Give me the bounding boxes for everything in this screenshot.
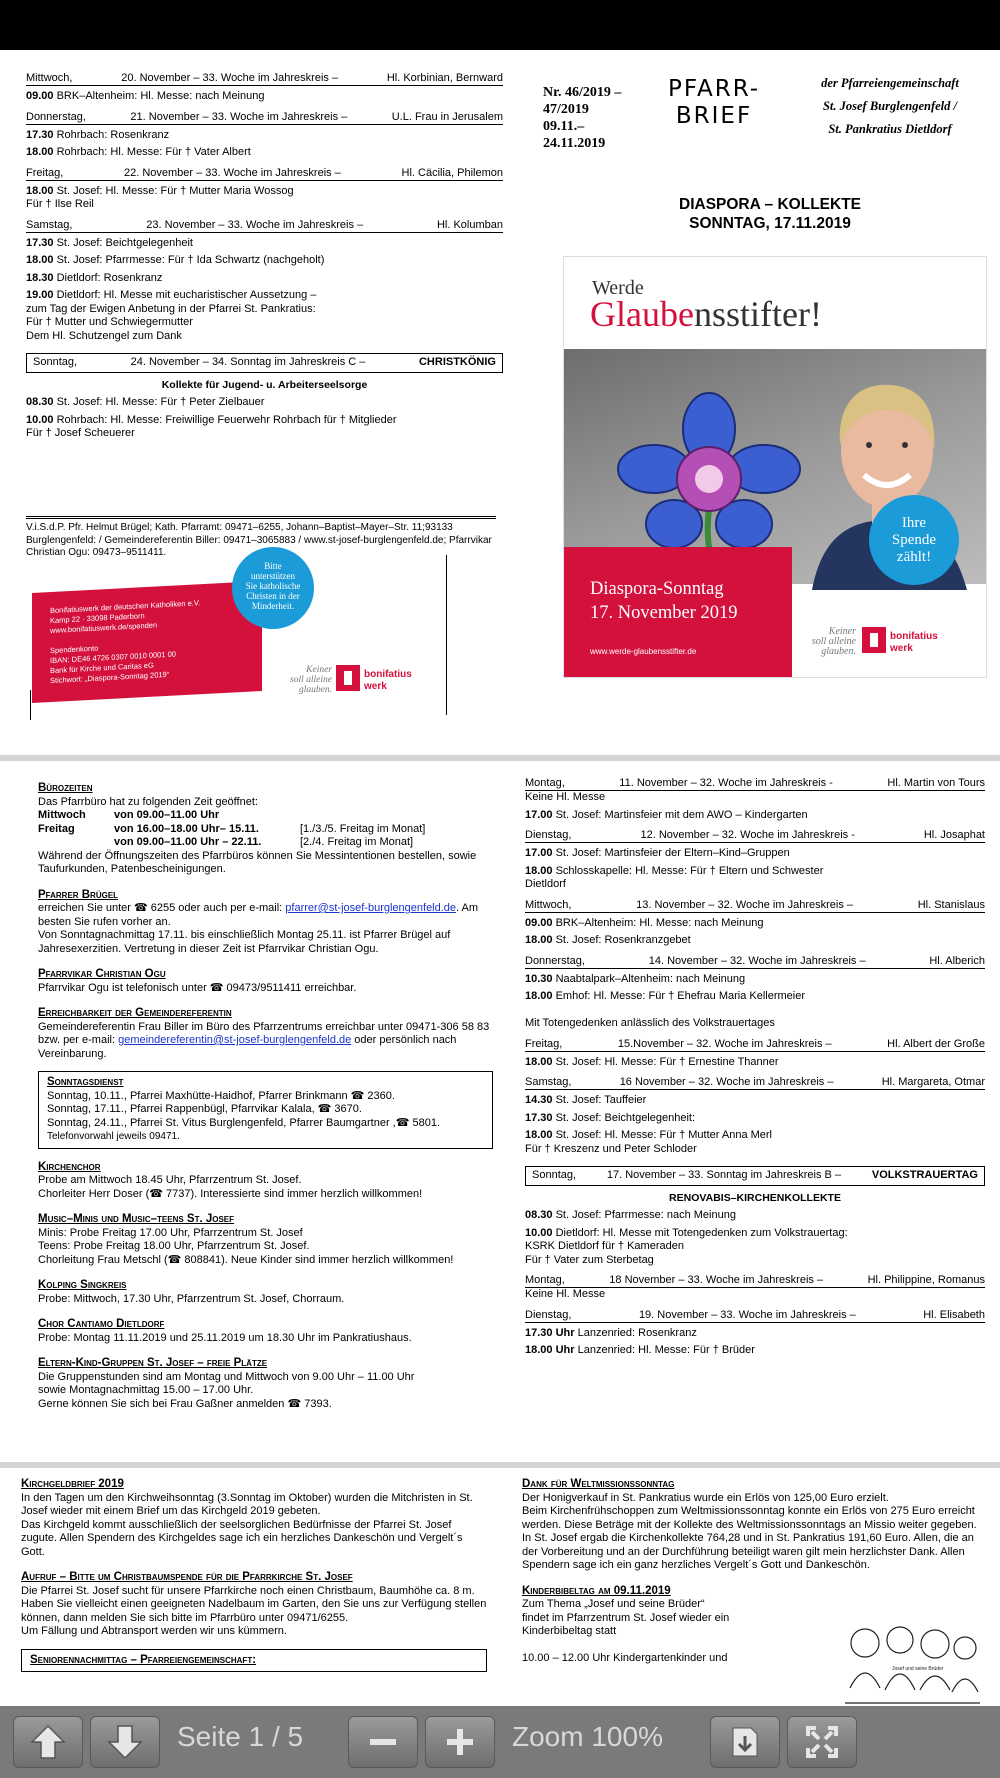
event-text: Lanzenried: Hl. Messe: Für † Brüder — [577, 1344, 755, 1356]
day-date: 20. November – 33. Woche im Jahreskreis – — [121, 72, 339, 84]
double-rule — [26, 516, 496, 519]
event-line — [525, 1112, 985, 1126]
event-line — [26, 90, 503, 104]
sonntagsdienst-line: Sonntag, 10.11., Pfarrei Maxhütte-Haidhof, Pfarrer Brinkmann ☎ 2360. — [47, 1089, 395, 1102]
parish-community-name: der Pfarreiengemeinschaft St. Josef Burglengenfeld / St. Pankratius Dietldorf — [821, 76, 959, 136]
day-saint: Hl. Stanislaus — [917, 898, 985, 911]
event-time: 17.00 — [525, 847, 553, 859]
section-text: Probe am Mittwoch 18.45 Uhr, Pfarrzentrum St. Josef. Chorleiter Herr Doser (☎ 7737). Interessierte sind immer herzlich willkommen! — [38, 1174, 423, 1200]
day-day: Donnerstag, — [26, 110, 86, 123]
section-heading: Aufruf – Bitte um Christbaumspende für die Pfarrkirche St. Josef — [21, 1571, 353, 1583]
event-line — [26, 254, 503, 268]
day-saint: Hl. Josaphat — [923, 829, 985, 841]
info-column-left — [21, 1478, 487, 1672]
section-heading: Eltern-Kind-Gruppen St. Josef – freie Plätze — [38, 1357, 268, 1369]
event-line — [525, 934, 985, 948]
section-heading: Pfarrer Brügel — [38, 888, 119, 901]
event-line — [26, 146, 503, 160]
download-icon — [727, 1724, 763, 1760]
diaspora-collection-heading: DIASPORA – KOLLEKTE SONNTAG, 17.11.2019 — [679, 196, 861, 232]
day-date: 18 November – 33. Woche im Jahreskreis – — [609, 1274, 824, 1286]
email-tail: . Am besten Sie rufen vorher an. — [38, 902, 479, 928]
day-header — [525, 899, 985, 913]
event-line — [26, 237, 503, 251]
event-time: 18.00 — [525, 864, 553, 877]
day-date: 15.November – 32. Woche im Jahreskreis – — [617, 1037, 832, 1050]
event-time: 14.30 — [525, 1094, 553, 1106]
event-text: Dietldorf: Rosenkranz — [56, 271, 163, 284]
email-tail: oder persönlich nach Vereinbarung. — [38, 1034, 457, 1060]
section-text: Gemeindereferentin Frau Biller im Büro des Pfarrzentrums erreichbar unter 09471-306 58 83 bzw. per e-mail: gemeindereferentin@st-josef-burglengenfeld.de oder persönlich nach Vereinbarung. — [38, 1020, 490, 1060]
event-text: Rohrbach: Hl. Messe: Für † Vater Albert — [56, 146, 251, 158]
spendenkonto-card — [32, 547, 450, 720]
day-saint: Hl. Elisabeth — [923, 1308, 985, 1321]
poster-spende-bubble: Ihre Spende zählt! — [869, 495, 959, 585]
section-heading: Kirchgeldbrief 2019 — [21, 1478, 124, 1490]
day-header — [26, 111, 503, 125]
office-hours-row — [38, 823, 493, 837]
event-text: BRK–Altenheim: Hl. Messe: nach Meinung — [56, 90, 265, 102]
svg-text:Josef und seine Brüder: Josef und seine Brüder — [892, 1666, 944, 1672]
day-day: Mittwoch, — [525, 898, 572, 911]
office-hours-row — [38, 809, 493, 823]
section-text: In den Tagen um den Kirchweihsonntag (3.Sonntag im Oktober) wurden die Mitchristen in St. Josef wieder mit einem Brief um das Kirchgeld 2019 gebeten. Das Kirchgeld kommt ausschließlich der seelsorglichen Bedürfnisse der Pfarrei St. Josef zugute. Allen Spendern des Kirchgeldes sage ich ein herzliches Dankeschön und Vergelt´s Gott. — [21, 1491, 473, 1558]
event-line — [525, 1209, 985, 1223]
hours-day: Mittwoch — [38, 809, 86, 821]
event-time: 19.00 — [26, 289, 54, 301]
event-time: 10.00 — [26, 413, 54, 426]
section-heading: Kirchenchor — [38, 1160, 101, 1173]
event-time: 17.30 — [525, 1111, 553, 1124]
event-time: 17.00 — [525, 808, 553, 821]
event-text: St. Josef: Pfarrmesse: Für † Ida Schwartz (nachgeholt) — [56, 254, 325, 266]
event-text: St. Josef: Martinsfeier mit dem AWO – Kindergarten — [555, 808, 808, 821]
hours-note: [2./4. Freitag im Monat] — [300, 836, 414, 848]
svg-text:werk: werk — [890, 643, 913, 654]
day-day: Samstag, — [26, 218, 73, 231]
poster-date-text: Diaspora-Sonntag 17. November 2019 — [590, 579, 738, 623]
section-text: Während der Öffnungszeiten des Pfarrbüros können Sie Messintentionen bestellen, sowie Taufurkunden, Patenbescheinigungen. — [38, 849, 477, 875]
sunday-day: Sonntag, — [33, 356, 78, 368]
section-text: Zum Thema „Josef und seine Brüder“ findet im Pfarrzentrum St. Josef wieder ein Kinderbibeltag statt 10.00 – 12.00 Uhr Kindergartenkinder und — [522, 1598, 730, 1664]
sunday-collection: Kollekte für Jugend- u. Arbeiterseelsorge — [161, 378, 368, 391]
day-header — [26, 219, 503, 233]
minus-icon — [366, 1725, 400, 1759]
event-line — [525, 973, 985, 987]
sonntagsdienst-line: Sonntag, 17.11., Pfarrei Rappenbügl, Pfarrvikar Kalala, ☎ 3670. — [47, 1103, 362, 1115]
event-line — [26, 185, 503, 212]
day-header — [26, 72, 503, 86]
event-time: 08.30 — [26, 396, 54, 408]
section-text: Probe: Mittwoch, 17.30 Uhr, Pfarrzentrum St. Josef, Chorraum. — [38, 1292, 345, 1305]
event-line — [525, 847, 985, 861]
event-line — [26, 272, 503, 286]
arrow-up-icon — [28, 1722, 68, 1762]
plus-icon — [443, 1725, 477, 1759]
event-time: 18.00 — [525, 990, 553, 1002]
sunday-collection: RENOVABIS–KIRCHENKOLLEKTE — [669, 1191, 841, 1204]
day-saint: Hl. Alberich — [929, 954, 985, 967]
event-text: St. Josef: Rosenkranzgebet — [555, 934, 691, 946]
section-heading: Kinderbibeltag am 09.11.2019 — [522, 1584, 671, 1597]
day-date: 23. November – 33. Woche im Jahreskreis – — [146, 218, 364, 231]
day-header — [525, 955, 985, 969]
day-saint: Hl. Margareta, Otmar — [881, 1076, 985, 1088]
day-header — [525, 1076, 985, 1090]
day-header — [525, 829, 985, 843]
day-saint: U.L. Frau in Jerusalem — [391, 110, 503, 123]
hours-day: Freitag — [38, 822, 75, 835]
event-line — [26, 289, 503, 343]
previous-page-button[interactable] — [13, 1716, 83, 1768]
section-heading: Pfarrvikar Christian Ogu — [38, 968, 166, 980]
schedule-column-left — [26, 72, 503, 441]
svg-text:bonifatius: bonifatius — [890, 631, 938, 642]
section-text: Der Honigverkauf in St. Pankratius wurde ein Erlös von 125,00 Euro erzielt. Beim Kirchenfrühschoppen zum Weltmissionssonntag konnte ein Erlös von 275 Euro erreicht werden. Diese Beträge mit der Kollekte des Weltmissionssonntags an Missio weiter gegeben. In St. Josef ergab die Kirchenkollekte 764,28 und in St. Pankratius 191,60 Euro. Allen, die an der Vorbereitung und an der Durchführung beteiligt waren gilt mein herzlichster Dank. Allen Spendern sage ich ein ganz herzliches Vergelt´s Gott und Dankeschön. — [522, 1491, 977, 1571]
event-time: 10.00 — [525, 1226, 553, 1239]
event-text: St. Josef: Hl. Messe: Für † Peter Zielbauer — [56, 396, 265, 408]
zoom-in-button[interactable] — [425, 1716, 495, 1768]
page-indicator: Seite 1 / 5 — [177, 1721, 304, 1752]
spendenkonto-text: Bonifatiuswerk der deutschen Katholiken e.V. Kamp 22 · 33098 Paderborn www.bonifatiuswerk.de/spenden Spendenkonto IBAN: DE46 4726 0307 0010 0001 00 Bank für Kirche und Caritas eG Stichwort: „Diaspora-Sonntag 2019“ — [32, 581, 262, 703]
day-saint: Hl. Philippine, Romanus — [867, 1274, 985, 1286]
arrow-down-icon — [105, 1722, 145, 1762]
sunday-header — [525, 1166, 985, 1186]
event-text: St. Josef: Beichtgelegenheit: — [555, 1111, 696, 1124]
section-text: Pfarrvikar Ogu ist telefonisch unter ☎ 09473/9511411 erreichbar. — [38, 981, 357, 994]
day-header — [26, 167, 503, 181]
day-day: Dienstag, — [525, 829, 572, 841]
senioren-heading: Seniorennachmittag – Pfarreiengemeinschaft: — [30, 1653, 257, 1666]
section-text: Die Gruppenstunden sind am Montag und Mittwoch von 9.00 Uhr – 11.00 Uhr sowie Montagnachmittag 15.00 – 17.00 Uhr. Gerne können Sie sich bei Frau Gaßner anmelden ☎ 7393. — [38, 1370, 415, 1410]
no-mass-note: Keine Hl. Messe — [525, 791, 606, 803]
section-heading: Erreichbarkeit der Gemeindereferentin — [38, 1007, 232, 1019]
section-heading: Chor Cantiamo Dietldorf — [38, 1318, 165, 1330]
day-saint: Hl. Cäcilia, Philemon — [401, 166, 503, 179]
event-line — [525, 1227, 985, 1268]
event-time: 18.00 — [525, 934, 553, 946]
card-slogan: Keiner soll alleine glauben. — [290, 665, 332, 695]
day-header — [525, 1274, 985, 1288]
day-date: 11. November – 32. Woche im Jahreskreis - — [619, 777, 833, 789]
event-text: St. Josef: Martinsfeier der Eltern–Kind–Gruppen — [555, 847, 790, 859]
hours-note: [1./3./5. Freitag im Monat] — [300, 822, 426, 835]
svg-text:werk: werk — [364, 681, 387, 692]
day-saint: Hl. Martin von Tours — [887, 777, 985, 789]
imprint-text: V.i.S.d.P. Pfr. Helmut Brügel; Kath. Pfarramt: 09471–6255, Johann–Baptist–Mayer–Str. 11;93133 Burglengenfeld: / Gemeindereferentin Biller: 09471–3065883 / www.st-josef-burglengenfeld.de; Pfarrvikar Christian Ogu: 09473–9511411. — [26, 522, 492, 558]
event-line — [525, 1344, 985, 1358]
section-heading: Bürozeiten — [38, 782, 93, 794]
divider — [30, 690, 31, 720]
event-time: 18.00 — [26, 184, 54, 197]
day-date: 14. November – 32. Woche im Jahreskreis – — [648, 954, 866, 967]
event-text: St. Josef: Hl. Messe: Für † Mutter Maria Wossog Für † Ilse Reil — [26, 184, 294, 210]
day-day: Montag, — [525, 777, 565, 789]
event-time: 17.30 — [26, 128, 54, 141]
section-text: Probe: Montag 11.11.2019 und 25.11.2019 um 18.30 Uhr im Pankratiushaus. — [38, 1331, 412, 1344]
event-time: 10.30 — [525, 972, 553, 985]
event-line — [525, 1327, 985, 1341]
event-time: 18.00 Uhr — [525, 1344, 575, 1356]
event-line — [26, 414, 503, 441]
gemeindereferentin-email-link[interactable]: gemeindereferentin@st-josef-burglengenfeld.de — [118, 1034, 352, 1046]
info-column-left — [38, 782, 493, 1411]
event-text: Rohrbach: Hl. Messe: Freiwillige Feuerwehr Rohrbach für † Mitglieder Für † Josef Scheuerer — [26, 413, 397, 439]
section-text: Von Sonntagnachmittag 17.11. bis einschließlich Montag 25.11. ist Pfarrer Brügel auf Jahresexerzitien. Vertretung in dieser Zeit ist Pfarrvikar Christian Ogu. — [38, 929, 451, 955]
day-date: 19. November – 33. Woche im Jahreskreis – — [638, 1308, 856, 1321]
pdf-viewer-toolbar — [0, 1706, 1000, 1778]
zoom-indicator: Zoom 100% — [512, 1721, 663, 1752]
event-time: 18.00 — [26, 146, 54, 158]
hours-time: von 16.00–18.00 Uhr– 15.11. — [114, 822, 259, 835]
sonntagsdienst-heading: Sonntagsdienst — [47, 1076, 124, 1088]
day-day: Montag, — [525, 1274, 565, 1286]
sonntagsdienst-footnote: Telefonvorwahl jeweils 09471. — [47, 1131, 180, 1142]
event-text: St. Josef: Tauffeier — [555, 1094, 647, 1106]
day-date: 22. November – 33. Woche im Jahreskreis – — [123, 166, 341, 179]
event-text: St. Josef: Hl. Messe: Für † Ernestine Thanner — [555, 1055, 779, 1068]
sunday-date: 24. November – 34. Sonntag im Jahreskreis C – — [130, 356, 366, 368]
hours-time: von 09.00–11.00 Uhr – 22.11. — [114, 836, 262, 848]
bonifatiuswerk-logo — [336, 663, 446, 693]
event-line — [525, 809, 985, 823]
poster-headline: Glaubensstifter! — [590, 294, 822, 334]
event-line — [525, 865, 985, 892]
document-page-2 — [0, 762, 1000, 1462]
issue-number: Nr. 46/2019 – 47/2019 09.11.– 24.11.2019 — [543, 85, 622, 151]
poster-red-panel — [564, 547, 792, 678]
day-day: Samstag, — [525, 1076, 572, 1088]
day-header — [525, 777, 985, 791]
section-text: Minis: Probe Freitag 17.00 Uhr, Pfarrzentrum St. Josef Teens: Probe Freitag 18.00 Uhr, Pfarrzentrum St. Josef. Chorleitung Frau Metschl (☎ 808841). Neue Kinder sind immer herzlich willkommen! — [38, 1226, 454, 1266]
event-line — [525, 917, 985, 931]
section-text: Die Pfarrei St. Josef sucht für unsere Pfarrkirche noch einen Christbaum, Baumhöhe ca. 8 m. Haben Sie vielleicht einen geeigneten Nadelbaum im Garten, den Sie uns zur Verfügung stellen können, dann melden Sie sich bitte im Pfarrbüro unter 09471/6255. Um Fällung und Abtransport werden wir uns kümmern. — [21, 1584, 487, 1637]
event-time: 18.00 — [525, 1055, 553, 1068]
sunday-feast: CHRISTKÖNIG — [418, 356, 496, 368]
hours-day — [38, 836, 114, 850]
event-time: 18.00 — [525, 1129, 553, 1141]
event-line — [525, 1094, 985, 1108]
no-mass-note: Keine Hl. Messe — [525, 1288, 606, 1300]
day-date: 21. November – 33. Woche im Jahreskreis – — [130, 110, 348, 123]
sonntagsdienst-line: Sonntag, 24.11., Pfarrei St. Vitus Burglengenfeld, Pfarrer Baumgartner ,☎ 5801. — [47, 1116, 441, 1129]
top-black-bar — [0, 0, 1000, 50]
office-hours-row — [38, 836, 493, 850]
josef-brothers-sketch — [840, 1618, 985, 1708]
event-time: 08.30 — [525, 1209, 553, 1221]
event-time: 18.00 — [26, 254, 54, 266]
event-time: 17.30 Uhr — [525, 1326, 575, 1339]
section-heading: Music–Minis und Music–teens St. Josef — [38, 1213, 235, 1225]
event-line — [26, 396, 503, 410]
event-time: 18.30 — [26, 271, 54, 284]
day-header — [525, 1038, 985, 1052]
day-day: Freitag, — [26, 166, 64, 179]
event-text: St. Josef: Beichtgelegenheit — [56, 236, 193, 249]
event-line — [525, 1129, 985, 1156]
page-separator — [0, 755, 1000, 761]
event-time: 09.00 — [26, 90, 54, 102]
day-date: 16 November – 32. Woche im Jahreskreis – — [619, 1076, 834, 1088]
fullscreen-button[interactable] — [787, 1716, 857, 1768]
event-line — [525, 1056, 985, 1070]
event-text: Rohrbach: Rosenkranz — [56, 128, 170, 141]
event-text: Emhof: Hl. Messe: Für † Ehefrau Maria Kellermeier Mit Totengedenken anlässlich des Volkstrauertages — [525, 990, 806, 1029]
event-time: 17.30 — [26, 236, 54, 249]
sunday-date: 17. November – 33. Sonntag im Jahreskreis B – — [606, 1169, 842, 1181]
section-text: erreichen Sie unter ☎ 6255 oder auch per e-mail: pfarrer@st-josef-burglengenfeld.de. Am besten Sie rufen vorher an. — [38, 902, 479, 928]
document-page-3 — [0, 1468, 1000, 1706]
day-date: 13. November – 32. Woche im Jahreskreis – — [636, 898, 854, 911]
event-text: Dietldorf: Hl. Messe mit eucharistischer Aussetzung – zum Tag der Ewigen Anbetung in der Pfarrei St. Pankratius: Für † Mutter und Schwiegermutter Dem Hl. Schutzengel zum Dank — [26, 289, 317, 342]
document-page-1 — [0, 50, 1000, 755]
sunday-day: Sonntag, — [532, 1169, 577, 1181]
senioren-box — [21, 1649, 487, 1673]
section-heading: Dank für Weltmissionssonntag — [522, 1478, 675, 1490]
event-time: 09.00 — [525, 916, 553, 929]
event-text: Dietldorf: Hl. Messe mit Totengedenken zum Volkstrauertag: KSRK Dietldorf für † Kameraden Für † Vater zum Sterbetag — [525, 1226, 848, 1266]
day-date: 12. November – 32. Woche im Jahreskreis - — [640, 829, 855, 841]
schedule-column-right — [525, 777, 985, 1358]
sonntagsdienst-box — [38, 1071, 493, 1149]
event-text: St. Josef: Hl. Messe: Für † Mutter Anna Merl Für † Kreszenz und Peter Schloder — [525, 1129, 773, 1155]
sunday-feast: VOLKSTRAUERTAG — [871, 1169, 978, 1181]
section-heading: Kolping Singkreis — [38, 1279, 127, 1291]
day-day: Mittwoch, — [26, 72, 73, 84]
event-text: St. Josef: Pfarrmesse: nach Meinung — [555, 1209, 736, 1221]
event-line — [26, 129, 503, 143]
poster-werde-text: Werde — [592, 277, 644, 299]
event-text: Lanzenried: Rosenkranz — [577, 1326, 697, 1339]
day-day: Freitag, — [525, 1037, 563, 1050]
pfarrer-email-link[interactable]: pfarrer@st-josef-burglengenfeld.de — [285, 902, 457, 914]
fullscreen-icon — [804, 1724, 840, 1760]
event-text: Naabtalpark–Altenheim: nach Meinung — [555, 972, 746, 985]
hours-time: von 09.00–11.00 Uhr — [114, 809, 220, 821]
minderheit-bubble: Bitte unterstützen Sie katholische Christen in der Minderheit. — [232, 547, 314, 629]
bonifatiuswerk-logo — [862, 625, 972, 655]
day-day: Donnerstag, — [525, 954, 585, 967]
event-text: Schlosskapelle: Hl. Messe: Für † Eltern und Schwester Dietldorf — [525, 864, 824, 890]
section-text: Das Pfarrbüro hat zu folgenden Zeit geöffnet: — [38, 795, 258, 808]
day-day: Dienstag, — [525, 1308, 572, 1321]
poster-url: www.werde-glaubensstifter.de — [590, 647, 697, 656]
next-page-button[interactable] — [90, 1716, 160, 1768]
event-line — [525, 990, 985, 1031]
day-header — [525, 1309, 985, 1323]
office-hours — [38, 809, 493, 850]
day-saint: Hl. Albert der Große — [887, 1037, 985, 1050]
download-button[interactable] — [710, 1716, 780, 1768]
event-text: BRK–Altenheim: Hl. Messe: nach Meinung — [555, 916, 764, 929]
day-saint: Hl. Kolumban — [436, 218, 503, 231]
sunday-header — [26, 353, 503, 373]
zoom-out-button[interactable] — [348, 1716, 418, 1768]
day-saint: Hl. Korbinian, Bernward — [386, 72, 503, 84]
diaspora-poster — [563, 256, 987, 678]
pfarrbrief-title: PFARR- BRIEF — [668, 76, 761, 129]
poster-slogan: Keiner soll alleine glauben. — [811, 626, 856, 657]
svg-text:bonifatius: bonifatius — [364, 669, 412, 680]
